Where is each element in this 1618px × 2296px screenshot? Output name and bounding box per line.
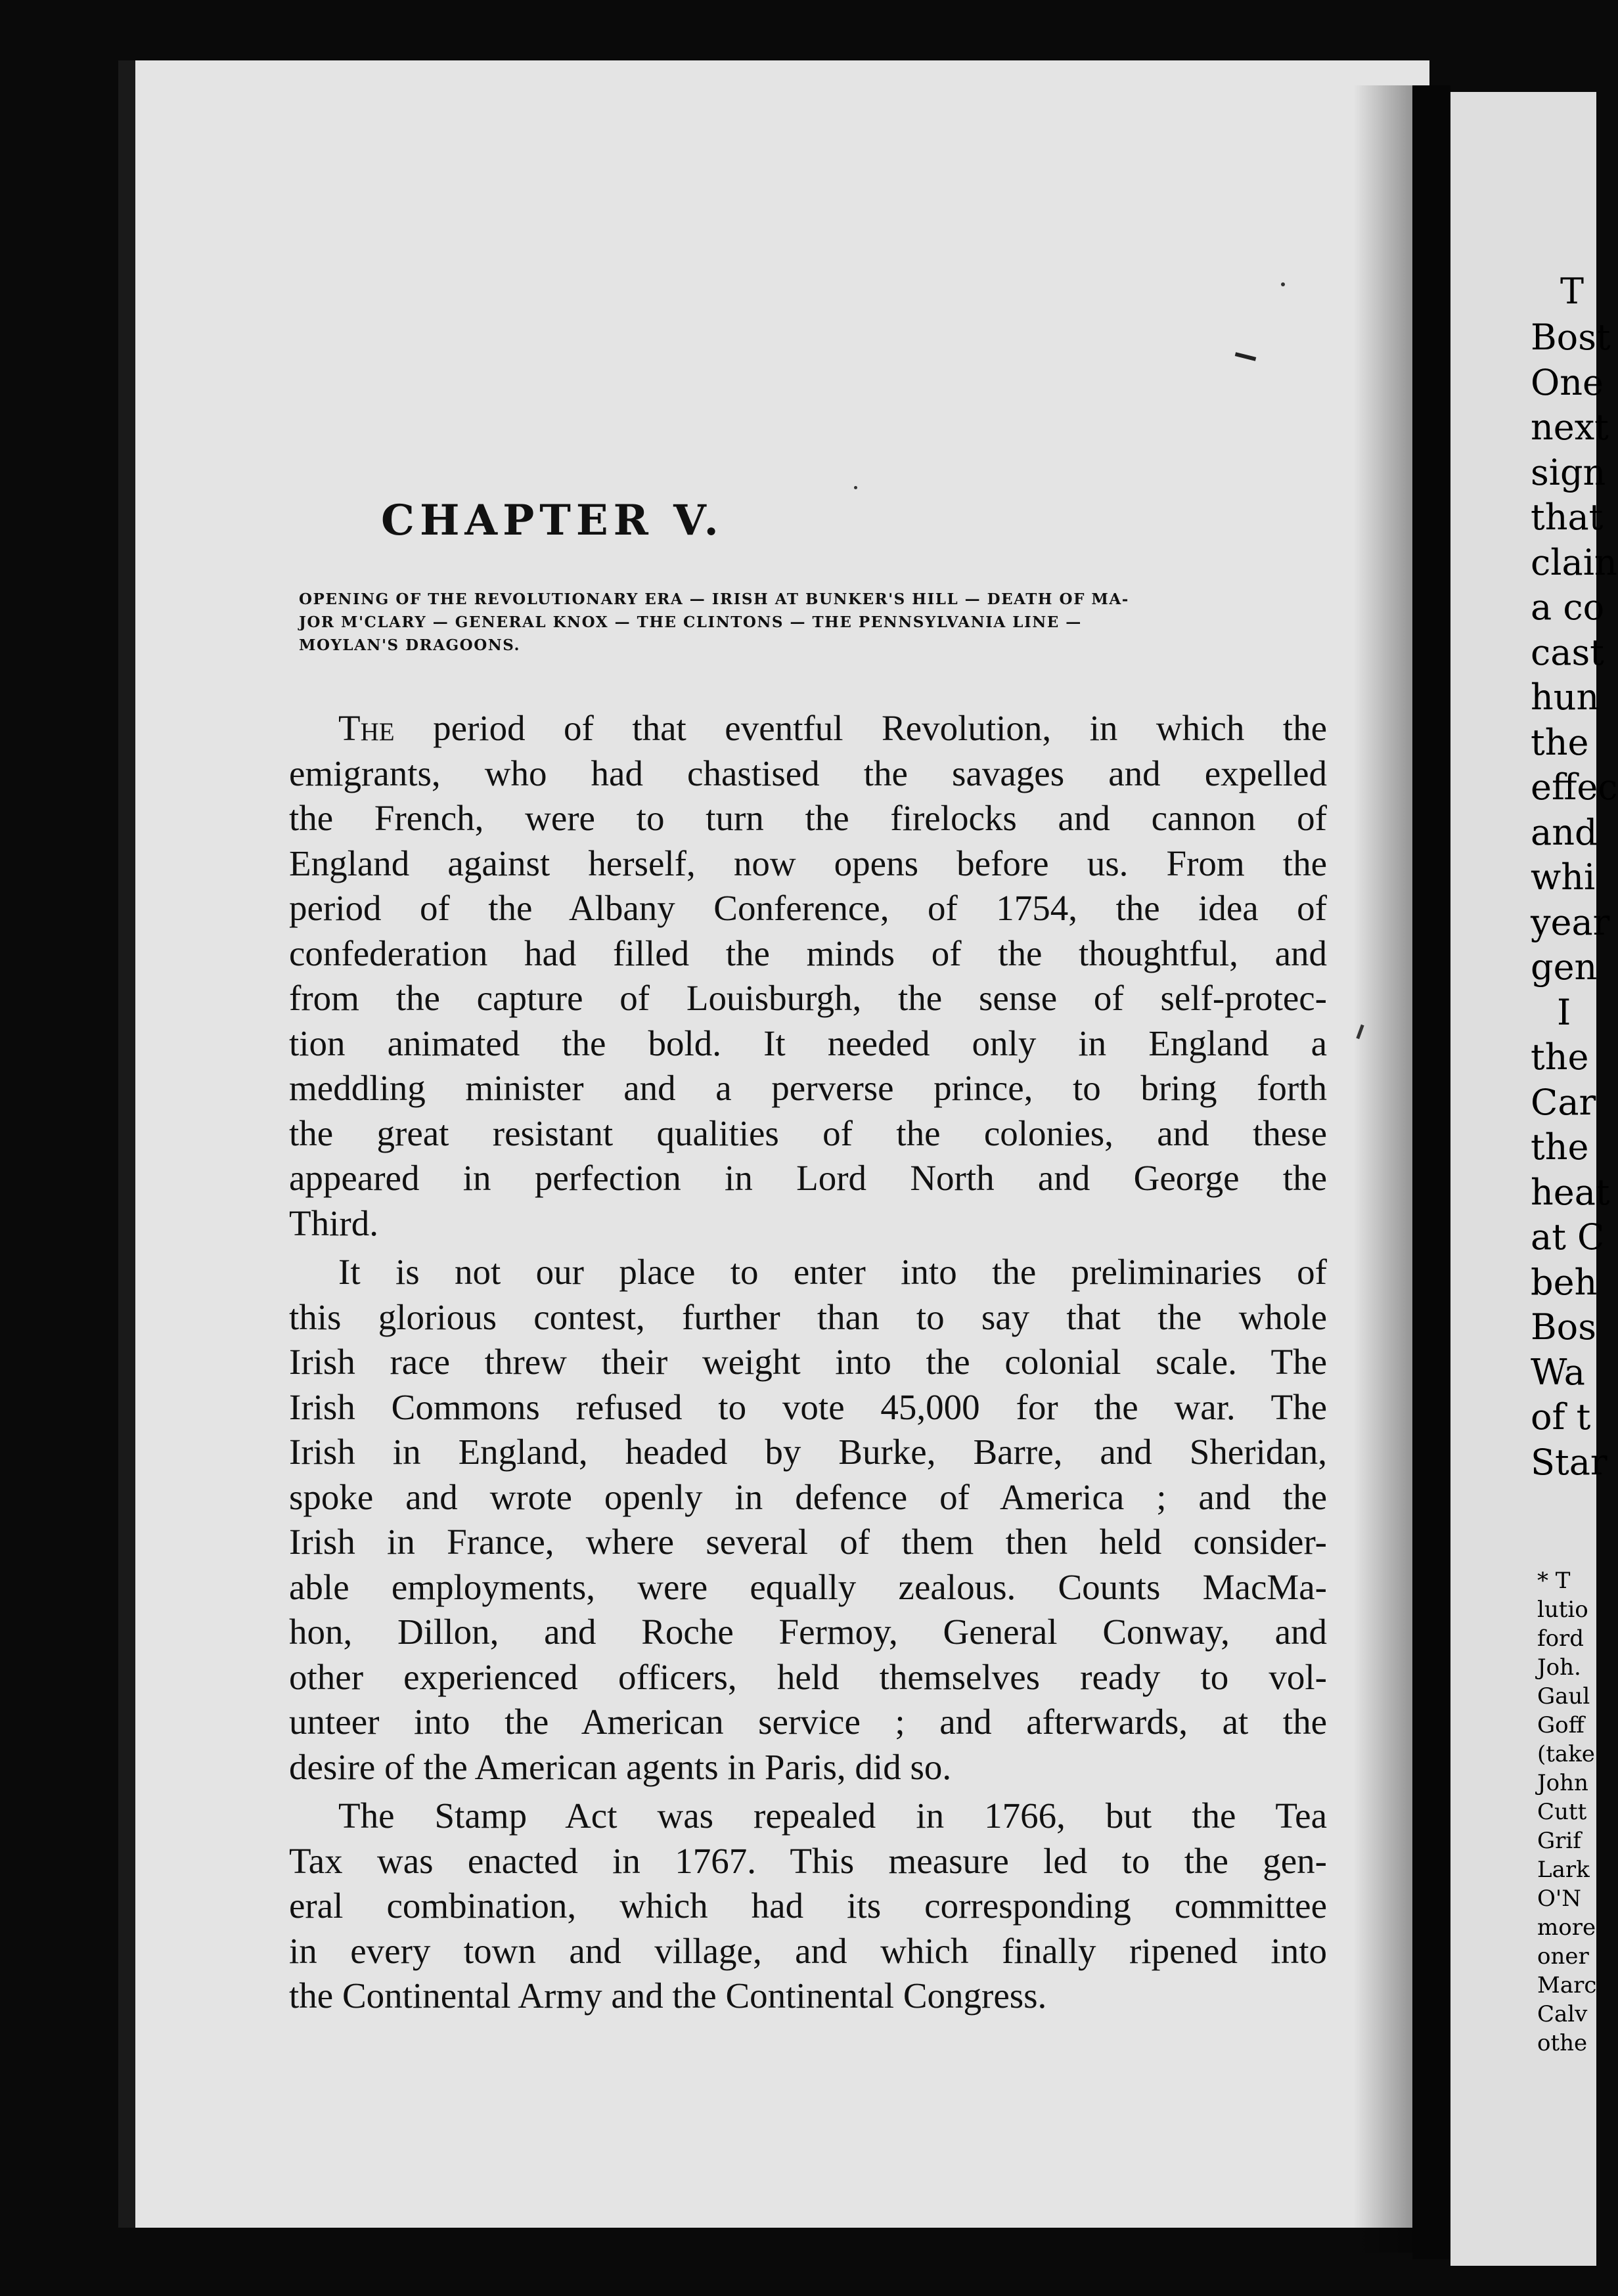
- right-page-line: clain: [1531, 541, 1617, 583]
- body-line: spoke and wrote openly in defence of America ; and the: [289, 1476, 1327, 1517]
- right-page-line: the: [1531, 1036, 1589, 1078]
- right-page-line: hun: [1531, 676, 1600, 718]
- right-page-note-line: Calv: [1537, 2001, 1588, 2027]
- paragraph-2: [289, 1250, 1327, 1790]
- body-line: Irish in England, headed by Burke, Barre, and Sheridan,: [289, 1432, 1327, 1472]
- right-page-line: year: [1531, 901, 1610, 943]
- body-line: this glorious contest, further than to say that the whole: [289, 1296, 1327, 1337]
- body-line: The Stamp Act was repealed in 1766, but the Tea: [338, 1796, 1327, 1836]
- body-line: able employments, were equally zealous. Counts MacMa-: [289, 1566, 1327, 1607]
- body-line: the French, were to turn the firelocks and cannon of: [289, 798, 1327, 838]
- body-line-text: period of that eventful Revolution, in which the: [394, 708, 1327, 748]
- summary-line: OPENING OF THE REVOLUTIONARY ERA — IRISH AT BUNKER'S HILL — DEATH OF MA-: [299, 590, 1129, 608]
- body-line: other experienced officers, held themselves ready to vol-: [289, 1656, 1327, 1697]
- right-page-line: sign: [1531, 451, 1606, 493]
- body-line: It is not our place to enter into the preliminaries of: [338, 1252, 1327, 1292]
- right-page-note-line: ford: [1537, 1625, 1584, 1652]
- right-page-line: Wa: [1531, 1351, 1586, 1393]
- right-page-note-line: othe: [1537, 2030, 1588, 2056]
- right-page-note-line: Goff: [1537, 1712, 1584, 1738]
- paragraph-3: [289, 1794, 1327, 2019]
- body-line: eral combination, which had its corresponding committee: [289, 1886, 1327, 1926]
- chapter-summary: [299, 588, 1330, 657]
- right-page-line: Car: [1531, 1081, 1596, 1123]
- right-page-note-line: O'N: [1537, 1886, 1581, 1912]
- right-page-line: Bost: [1531, 317, 1611, 358]
- right-page-note-line: lutio: [1537, 1597, 1588, 1623]
- right-page-notes: [1537, 1566, 1596, 2058]
- ink-speck: [1281, 282, 1285, 286]
- body-line: Tax was enacted in 1767. This measure led to the gen-: [289, 1840, 1327, 1881]
- right-page-note-line: Lark: [1537, 1857, 1590, 1883]
- chapter-body: [289, 706, 1327, 2019]
- body-line: from the capture of Louisburgh, the sense of self-protec-: [289, 978, 1327, 1018]
- chapter-title: CHAPTER V.: [381, 496, 724, 545]
- body-line: emigrants, who had chastised the savages and expelled: [289, 753, 1327, 793]
- body-line: Irish Commons refused to vote 45,000 for the war. The: [289, 1386, 1327, 1427]
- right-page-line: whi: [1531, 856, 1596, 898]
- body-line: hon, Dillon, and Roche Fermoy, General Conway, and: [289, 1612, 1327, 1652]
- right-page-text: [1531, 315, 1618, 1485]
- body-line: tion animated the bold. It needed only in England a: [289, 1023, 1327, 1063]
- right-page-note-line: Gaul: [1537, 1683, 1590, 1710]
- right-page-line: beh: [1531, 1261, 1598, 1303]
- body-line: Irish race threw their weight into the colonial scale. The: [289, 1342, 1327, 1382]
- body-line: the great resistant qualities of the colonies, and these: [289, 1113, 1327, 1153]
- body-line: Irish in France, where several of them then held consider-: [289, 1522, 1327, 1562]
- right-page-line: cast: [1531, 631, 1604, 673]
- body-line: the Continental Army and the Continental Congress.: [289, 1976, 1047, 2016]
- right-page-note-line: (take: [1537, 1741, 1595, 1767]
- body-line: [289, 706, 1327, 751]
- right-page-line: of t: [1531, 1396, 1591, 1438]
- right-page-note-line: * T: [1537, 1568, 1571, 1594]
- right-page-line: Star: [1531, 1441, 1607, 1483]
- summary-line: JOR M'CLARY — GENERAL KNOX — THE CLINTONS — THE PENNSYLVANIA LINE —: [299, 613, 1082, 631]
- right-page-line: at C: [1531, 1216, 1605, 1258]
- right-page-note-line: Joh.: [1537, 1654, 1581, 1681]
- ink-speck: [854, 486, 857, 489]
- paragraph-1: [289, 706, 1327, 1246]
- body-line: confederation had filled the minds of the thoughtful, and: [289, 933, 1327, 973]
- summary-line: MOYLAN'S DRAGOONS.: [299, 636, 521, 654]
- right-page-line: next: [1531, 407, 1609, 448]
- right-page-line: One: [1531, 361, 1604, 403]
- right-page-note-line: Cutt: [1537, 1799, 1587, 1825]
- body-line: period of the Albany Conference, of 1754, the idea of: [289, 888, 1327, 928]
- book-gutter: [1412, 85, 1450, 2259]
- right-page-line: the: [1531, 721, 1589, 763]
- right-page-note-line: Marc: [1537, 1972, 1597, 1998]
- body-line: in every town and village, and which finally ripened into: [289, 1930, 1327, 1971]
- body-line: unteer into the American service ; and afterwards, at the: [289, 1702, 1327, 1742]
- right-page-note-line: oner: [1537, 1943, 1589, 1970]
- body-line: appeared in perfection in Lord North and George the: [289, 1158, 1327, 1198]
- right-page-line: I: [1557, 991, 1571, 1033]
- right-page-line: a co: [1531, 586, 1605, 628]
- right-page-line: heat: [1531, 1171, 1610, 1213]
- right-page-line: and: [1531, 811, 1598, 853]
- right-page-note-line: Grif: [1537, 1828, 1581, 1854]
- body-line: Third.: [289, 1203, 378, 1243]
- body-line: England against herself, now opens before us. From the: [289, 843, 1327, 883]
- right-page-line: Bos: [1531, 1306, 1596, 1348]
- right-page-line: the: [1531, 1126, 1589, 1168]
- body-line: desire of the American agents in Paris, did so.: [289, 1746, 952, 1787]
- body-line: meddling minister and a perverse prince, to bring forth: [289, 1068, 1327, 1108]
- right-page-note-line: more: [1537, 1914, 1596, 1941]
- right-page-note-line: John: [1537, 1770, 1588, 1796]
- right-page-line: effec: [1531, 766, 1618, 808]
- lead-word: The: [338, 708, 395, 748]
- right-page-line: gen: [1531, 946, 1598, 988]
- spine-shadow: [1353, 85, 1412, 2253]
- right-page-fragment: T: [1560, 271, 1584, 312]
- right-page-line: that: [1531, 497, 1604, 538]
